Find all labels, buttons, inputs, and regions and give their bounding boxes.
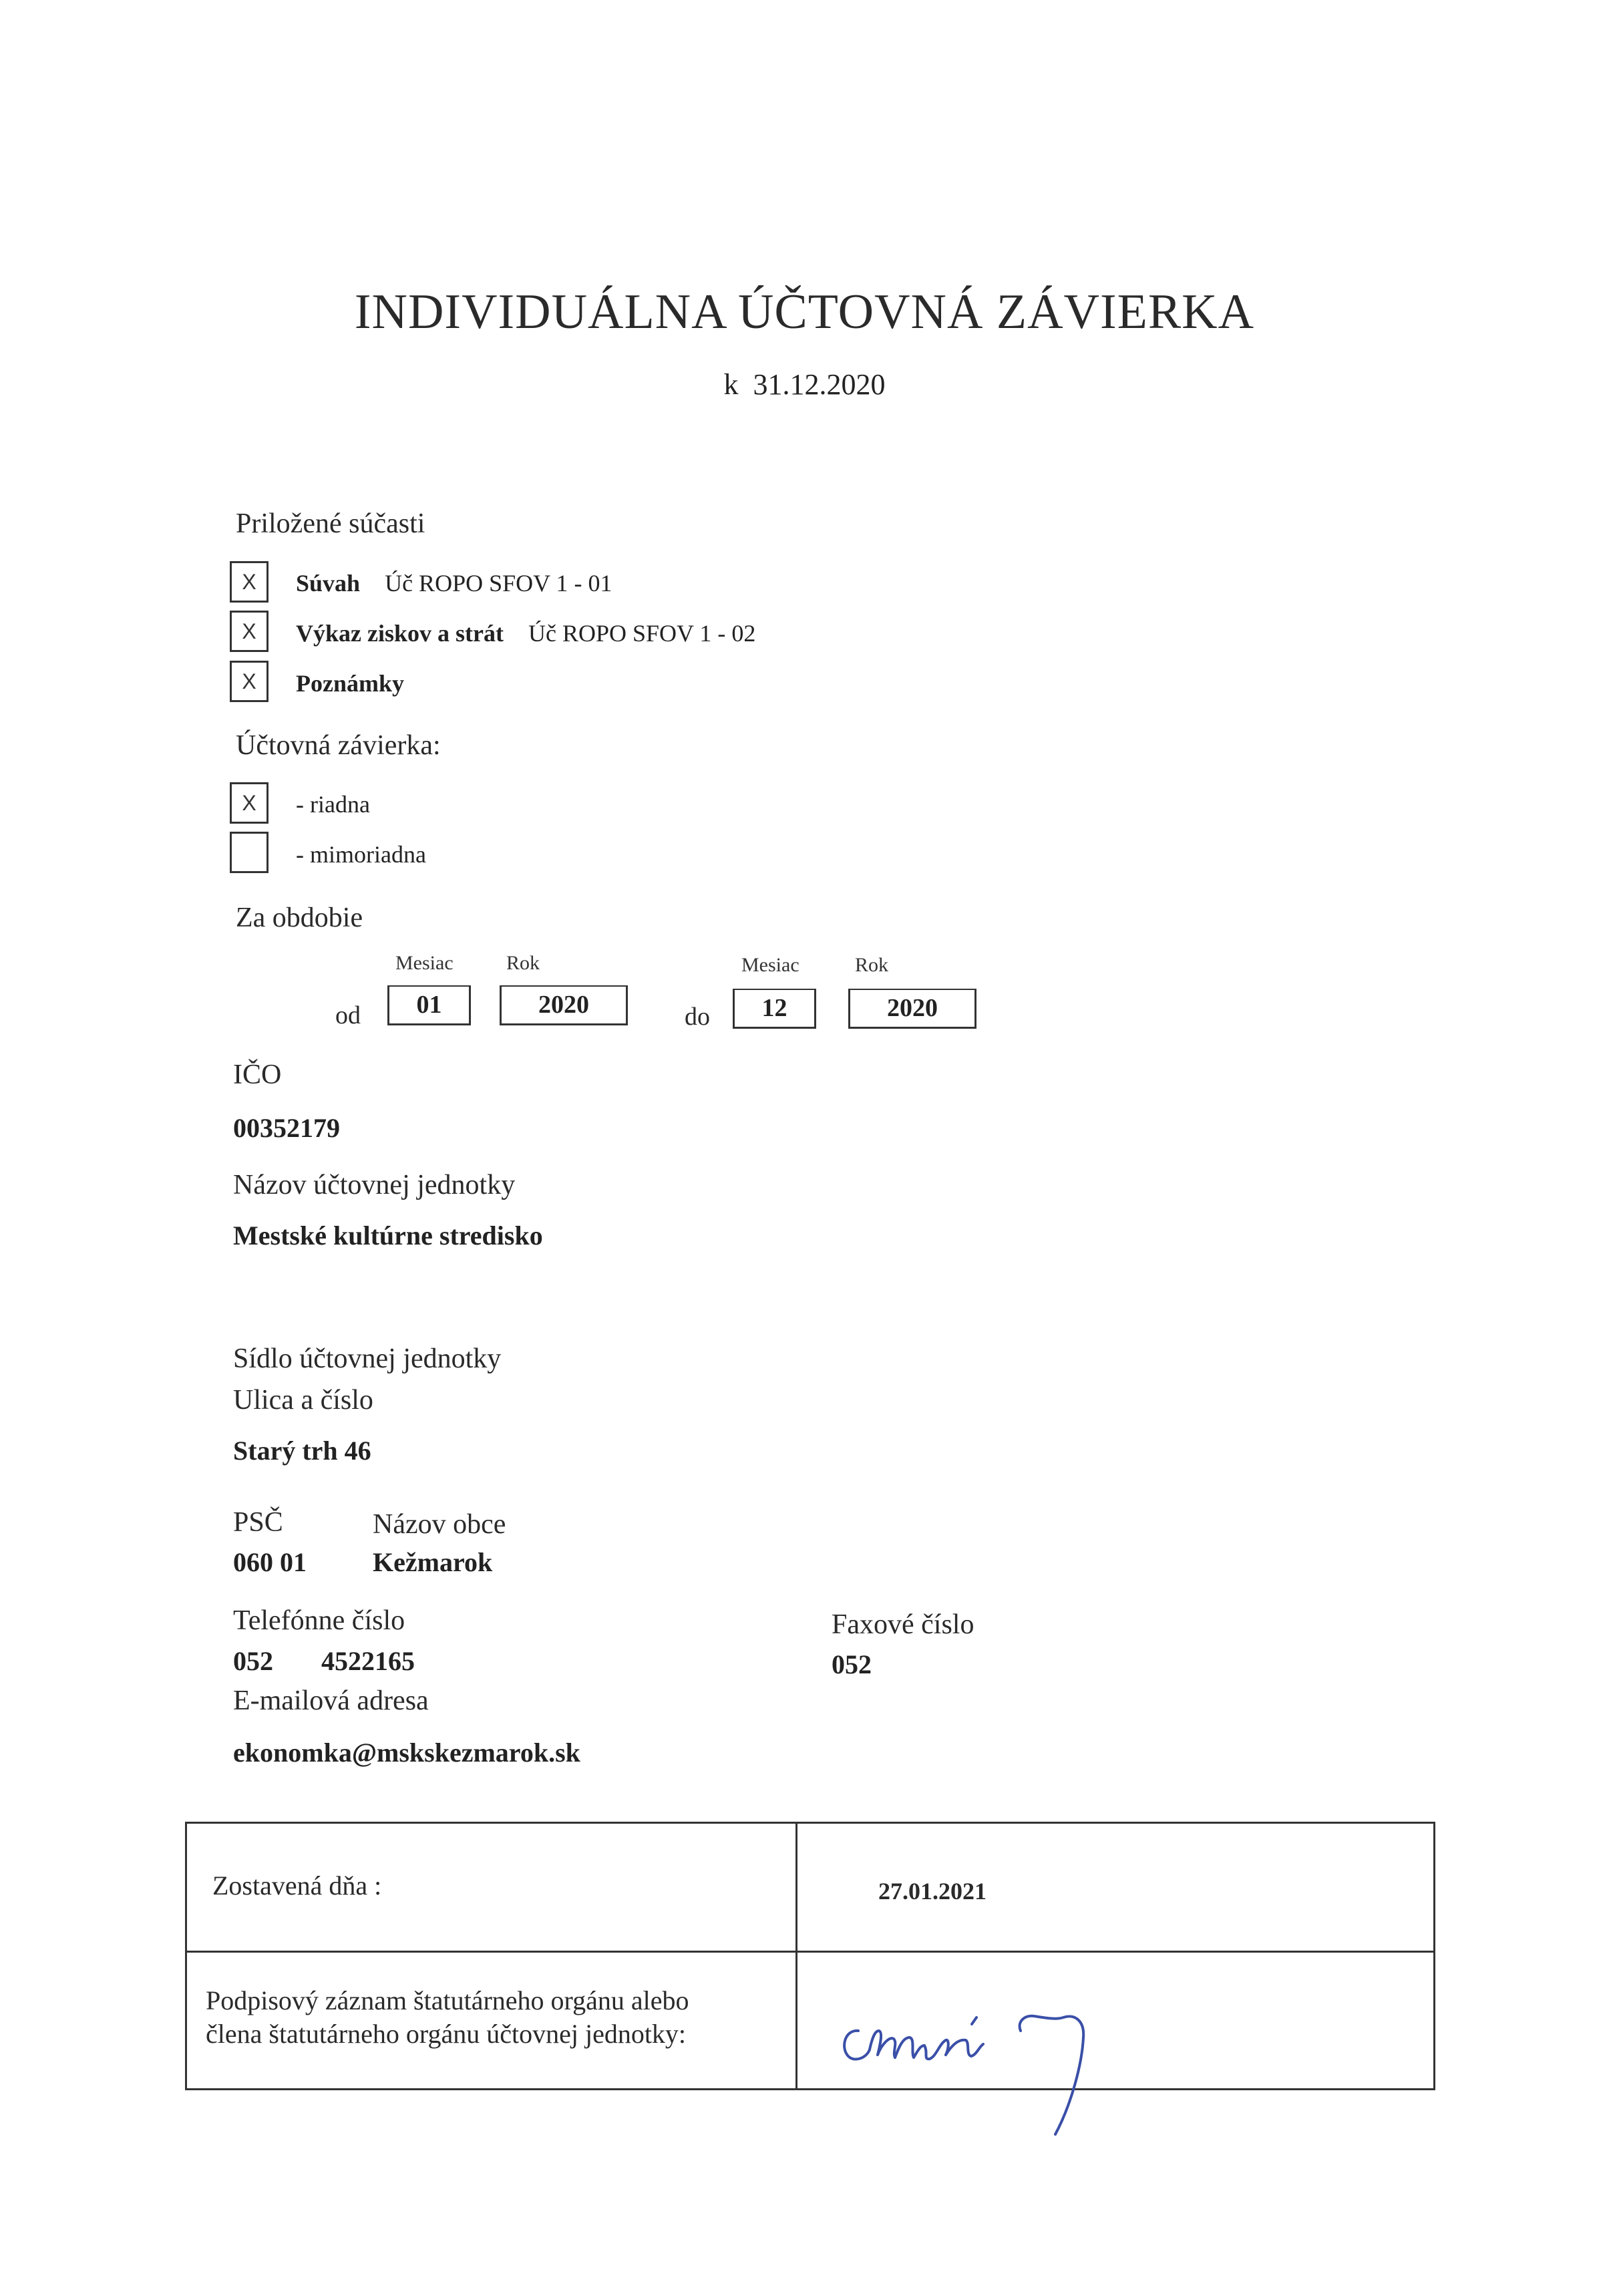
period-heading: Za obdobie xyxy=(236,903,363,933)
table-row-divider xyxy=(187,1951,1433,1953)
phone-prefix: 052 xyxy=(233,1646,273,1676)
attachment-poznamky xyxy=(296,669,404,697)
to-year-label: Rok xyxy=(855,954,889,976)
fax-value: 052 xyxy=(832,1649,872,1679)
attachment-code: Úč ROPO SFOV 1 - 01 xyxy=(385,570,612,597)
statement-type-heading: Účtovná závierka: xyxy=(236,730,441,761)
psc-value: 060 01 xyxy=(233,1547,307,1577)
from-month-label: Mesiac xyxy=(395,952,454,974)
document-title: INDIVIDUÁLNA ÚČTOVNÁ ZÁVIERKA xyxy=(354,285,1255,339)
option-mimoriadna: - mimoriadna xyxy=(296,841,426,868)
town-label: Názov obce xyxy=(373,1509,506,1540)
entity-name-label: Názov účtovnej jednotky xyxy=(233,1170,516,1200)
phone-label: Telefónne číslo xyxy=(233,1605,405,1636)
attachment-name: Súvah xyxy=(296,570,361,597)
fax-label: Faxové číslo xyxy=(832,1609,974,1640)
to-month-label: Mesiac xyxy=(741,954,799,976)
town-value: Kežmarok xyxy=(373,1547,493,1577)
checkbox-riadna[interactable]: X xyxy=(230,782,269,824)
checkbox-mimoriadna[interactable] xyxy=(230,832,269,873)
document-date: k 31.12.2020 xyxy=(723,368,886,401)
checkbox-suvaha[interactable]: X xyxy=(230,561,269,603)
attachment-code: Úč ROPO SFOV 1 - 02 xyxy=(528,620,756,647)
option-riadna: - riadna xyxy=(296,791,370,818)
entity-name-value: Mestské kultúrne stredisko xyxy=(233,1220,543,1251)
psc-label: PSČ xyxy=(233,1507,283,1538)
attachment-suvaha xyxy=(296,569,612,597)
seat-label: Sídlo účtovnej jednotky xyxy=(233,1343,502,1374)
ico-label: IČO xyxy=(233,1059,282,1090)
checkbox-poznamky[interactable]: X xyxy=(230,661,269,702)
street-label: Ulica a číslo xyxy=(233,1385,373,1416)
to-label: do xyxy=(685,1003,710,1031)
phone-number: 4522165 xyxy=(321,1646,415,1676)
street-value: Starý trh 46 xyxy=(233,1436,371,1466)
handwritten-signature-icon xyxy=(828,1991,1109,2144)
from-month-field[interactable]: 01 xyxy=(387,985,471,1025)
compiled-signature-table xyxy=(185,1822,1435,2090)
table-column-divider xyxy=(795,1824,797,2088)
checkbox-vykaz[interactable]: X xyxy=(230,611,269,652)
from-year-field[interactable]: 2020 xyxy=(500,985,628,1025)
attachment-name: Poznámky xyxy=(296,670,404,697)
email-label: E-mailová adresa xyxy=(233,1685,429,1716)
signature-label-line1: Podpisový záznam štatutárneho orgánu alebo xyxy=(206,1985,689,2015)
attachments-heading: Priložené súčasti xyxy=(236,508,425,539)
compiled-date-value: 27.01.2021 xyxy=(878,1878,987,1905)
from-year-label: Rok xyxy=(506,952,540,974)
email-value: ekonomka@mskskezmarok.sk xyxy=(233,1738,580,1768)
compiled-date-label: Zostavená dňa : xyxy=(212,1870,382,1901)
from-label: od xyxy=(335,1001,361,1029)
attachment-vykaz xyxy=(296,619,755,647)
attachment-name: Výkaz ziskov a strát xyxy=(296,620,504,647)
signature-label-line2: člena štatutárneho orgánu účtovnej jednotky: xyxy=(206,2019,687,2049)
to-month-field[interactable]: 12 xyxy=(733,989,816,1029)
to-year-field[interactable]: 2020 xyxy=(848,989,976,1029)
ico-value: 00352179 xyxy=(233,1113,340,1143)
